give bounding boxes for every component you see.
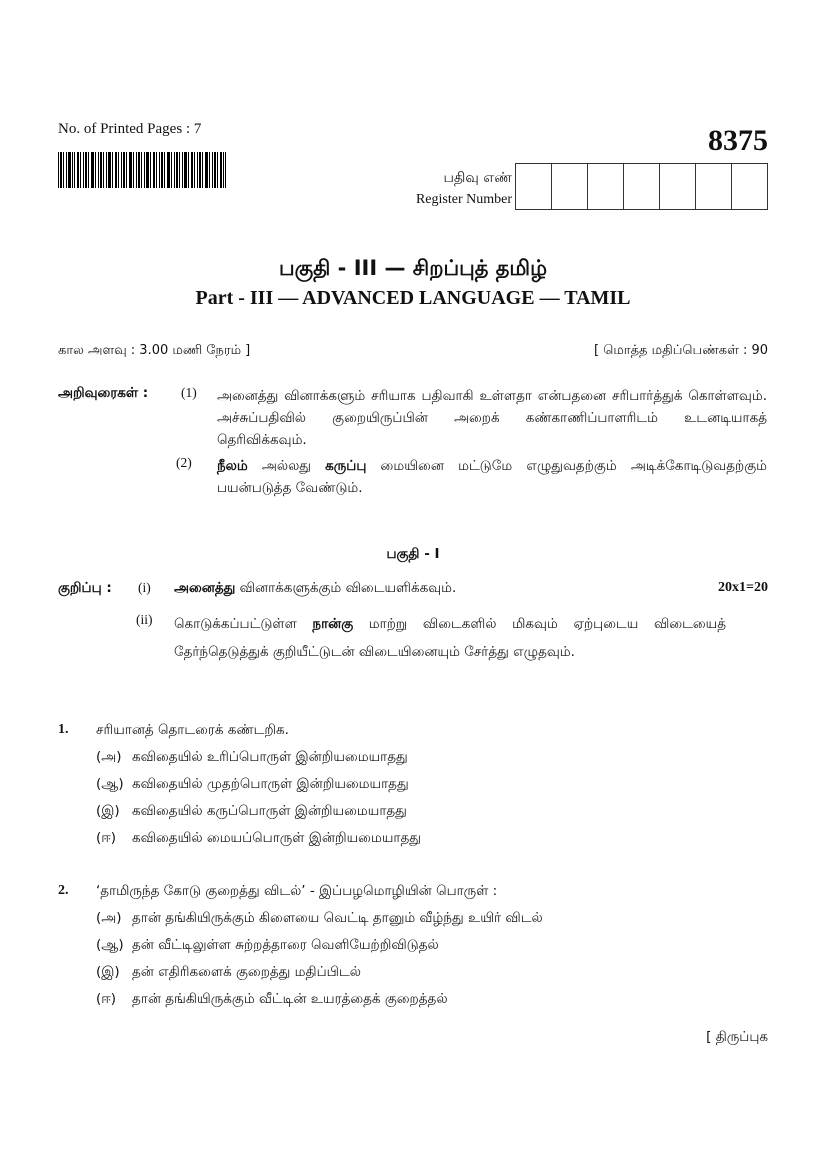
option-label: (இ) bbox=[96, 803, 120, 819]
question-text: சரியானத் தொடரைக் கண்டறிக. bbox=[96, 722, 289, 738]
register-label-tamil: பதிவு எண் bbox=[443, 170, 512, 186]
answer-option bbox=[96, 910, 543, 928]
barcode-image bbox=[58, 152, 226, 188]
total-marks: [ மொத்த மதிப்பெண்கள் : 90 bbox=[594, 343, 768, 358]
instruction-text bbox=[217, 455, 767, 499]
title-tamil: பகுதி - III — சிறப்புத் தமிழ் bbox=[278, 256, 547, 280]
register-digit-box[interactable] bbox=[732, 164, 768, 210]
option-text: தான் தங்கியிருக்கும் வீட்டின் உயரத்தைக் குறைத்தல் bbox=[132, 991, 448, 1007]
instruction-text: அனைத்து வினாக்களும் சரியாக பதிவாகி உள்ளதா என்பதனை சரிபார்த்துக் கொள்ளவும். அச்சுப்பதிவில் குறையிருப்பின் அறைக் கண்காணிப்பாளரிடம் உடனடியாகத் தெரிவிக்கவும். bbox=[217, 388, 767, 448]
please-turn-over: [ திருப்புக bbox=[706, 1029, 768, 1045]
question-number: 2. bbox=[58, 883, 69, 898]
note-label: குறிப்பு : bbox=[58, 580, 112, 596]
answer-option bbox=[96, 830, 421, 848]
register-digit-box[interactable] bbox=[696, 164, 732, 210]
note-fragment: மாற்று விடைகளில் மிகவும் ஏற்புடைய விடையைத் தேர்ந்தெடுத்துக் குறியீட்டுடன் விடையினையும் சேர்த்து எழுதவும். bbox=[174, 616, 726, 660]
title-english: Part - III — ADVANCED LANGUAGE — TAMIL bbox=[195, 287, 631, 309]
note-fragment: கொடுக்கப்பட்டுள்ள bbox=[174, 616, 313, 632]
question-text: ‘தாமிருந்த கோடு குறைத்து விடல்’ - இப்பழமொழியின் பொருள் : bbox=[96, 883, 498, 899]
answer-option bbox=[96, 964, 361, 982]
section-title: பகுதி - I bbox=[386, 546, 440, 562]
option-label: (அ) bbox=[96, 910, 122, 926]
register-digit-box[interactable] bbox=[624, 164, 660, 210]
answer-option bbox=[96, 749, 408, 767]
instruction-bold-word: நீலம் bbox=[217, 458, 248, 474]
option-text: கவிதையில் கருப்பொருள் இன்றியமையாதது bbox=[132, 803, 407, 819]
instruction-fragment: அல்லது bbox=[247, 458, 326, 474]
option-text: கவிதையில் மையப்பொருள் இன்றியமையாதது bbox=[132, 830, 421, 846]
option-label: (ஆ) bbox=[96, 937, 124, 953]
section-score: 20x1=20 bbox=[718, 580, 768, 595]
note-bold-word: நான்கு bbox=[312, 616, 354, 632]
answer-option bbox=[96, 803, 407, 821]
question-number: 1. bbox=[58, 722, 69, 737]
option-label: (ஈ) bbox=[96, 991, 117, 1007]
instruction-bold-word: கருப்பு bbox=[325, 458, 367, 474]
register-label-english: Register Number bbox=[415, 192, 512, 207]
paper-code: 8375 bbox=[708, 124, 768, 157]
note-bold-word: அனைத்து bbox=[174, 580, 236, 596]
register-digit-box[interactable] bbox=[660, 164, 696, 210]
register-digit-box[interactable] bbox=[516, 164, 552, 210]
instruction-number: (2) bbox=[176, 455, 192, 470]
note-text bbox=[174, 580, 456, 598]
instruction-number: (1) bbox=[181, 385, 197, 400]
register-digit-box[interactable] bbox=[552, 164, 588, 210]
note-number: (i) bbox=[138, 580, 151, 595]
register-digit-box[interactable] bbox=[588, 164, 624, 210]
option-text: கவிதையில் உரிப்பொருள் இன்றியமையாதது bbox=[132, 749, 408, 765]
option-label: (ஆ) bbox=[96, 776, 124, 792]
option-label: (அ) bbox=[96, 749, 122, 765]
answer-option bbox=[96, 937, 439, 955]
note-number: (ii) bbox=[136, 612, 153, 627]
note-text bbox=[174, 610, 726, 666]
printed-pages-label: No. of Printed Pages : 7 bbox=[58, 121, 202, 137]
option-text: தன் வீட்டிலுள்ள சுற்றத்தாரை வெளியேற்றிவிடுதல் bbox=[132, 937, 439, 953]
answer-option bbox=[96, 776, 409, 794]
instruction-fragment: மையினை மட்டுமே எழுதுவதற்கும் அடிக்கோடிடுவதற்கும் பயன்படுத்த வேண்டும். bbox=[217, 458, 767, 496]
option-text: தான் தங்கியிருக்கும் கிளையை வெட்டி தானும் வீழ்ந்து உயிர் விடல் bbox=[132, 910, 543, 926]
answer-option bbox=[96, 991, 448, 1009]
option-text: தன் எதிரிகளைக் குறைத்து மதிப்பிடல் bbox=[132, 964, 361, 980]
option-label: (இ) bbox=[96, 964, 120, 980]
option-text: கவிதையில் முதற்பொருள் இன்றியமையாதது bbox=[132, 776, 409, 792]
register-number-boxes[interactable] bbox=[515, 163, 768, 210]
time-duration: கால அளவு : 3.00 மணி நேரம் ] bbox=[58, 343, 251, 358]
note-fragment: வினாக்களுக்கும் விடையளிக்கவும். bbox=[235, 580, 457, 596]
instructions-label: அறிவுரைகள் : bbox=[58, 385, 149, 401]
option-label: (ஈ) bbox=[96, 830, 117, 846]
register-number-labels bbox=[416, 167, 512, 211]
